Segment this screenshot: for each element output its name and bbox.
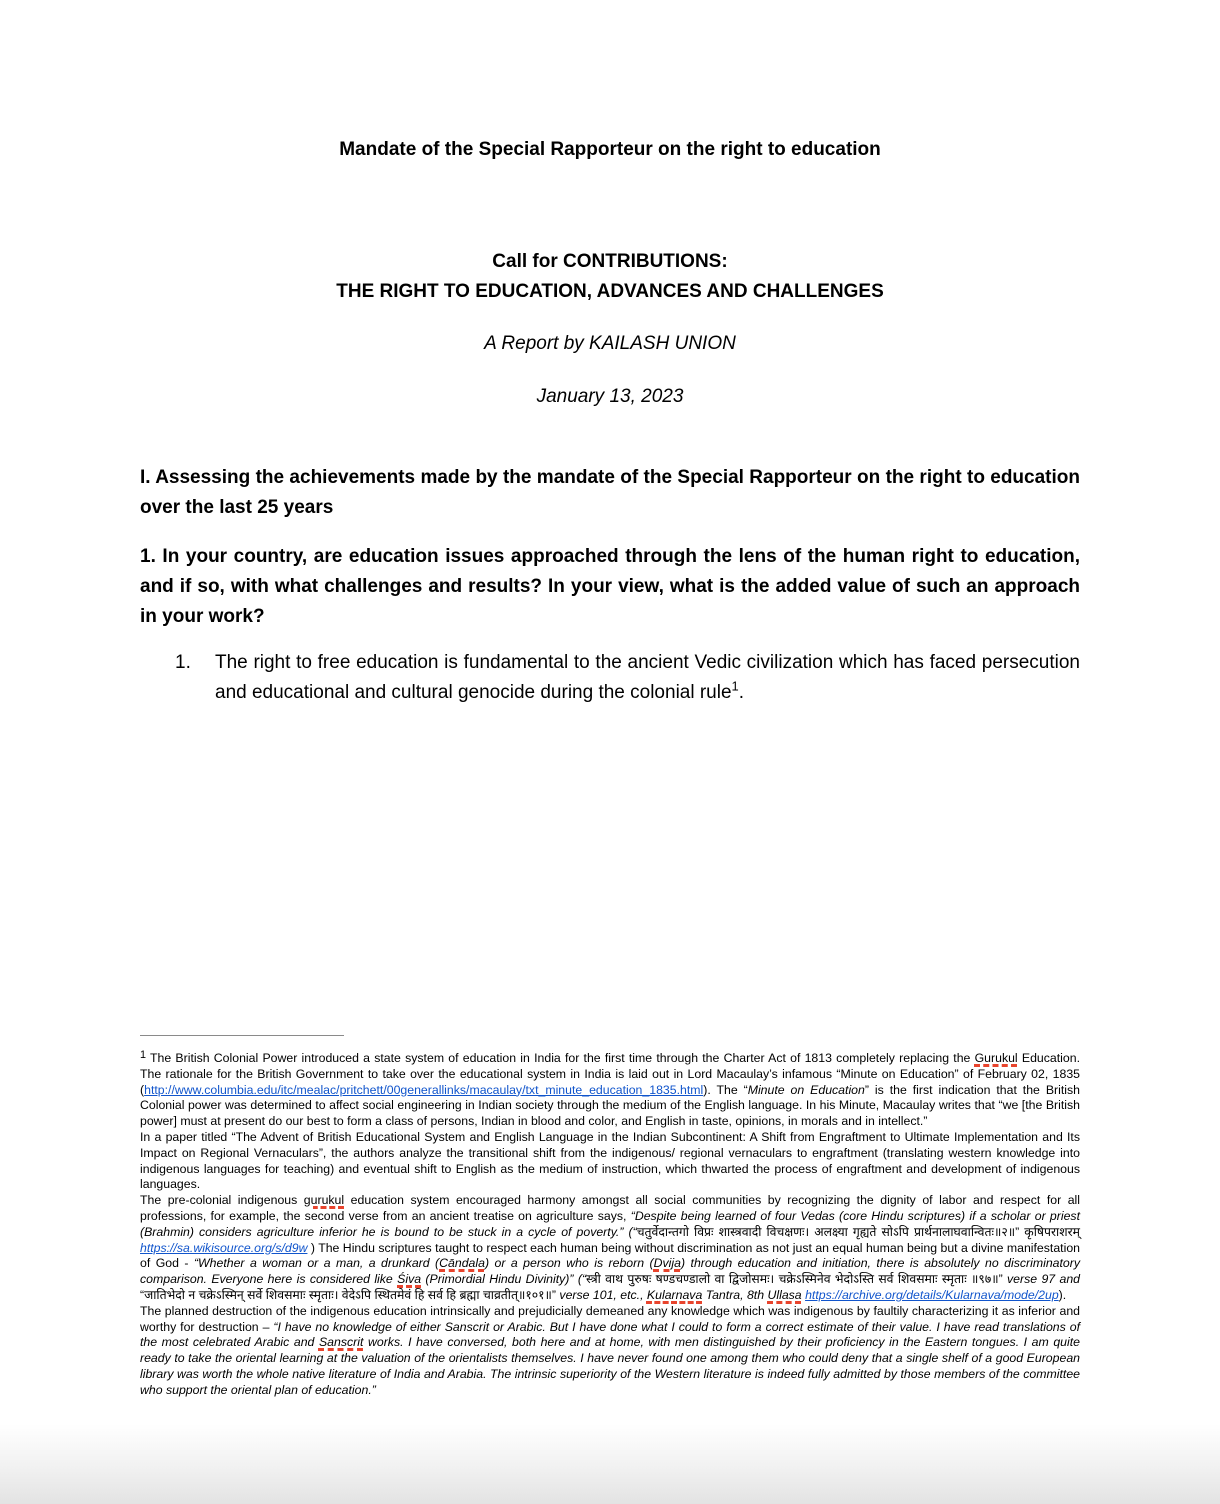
list-item-number: 1. xyxy=(175,652,191,673)
text-segment: Tantra, 8th xyxy=(702,1287,768,1302)
text-segment: स्त्री वाथ पुरुषः षण्डचण्डालो वा द्विजोसमः। चक्रेऽस्मिनेव भेदोऽस्ति सर्व शिवसमाः स्मृताः ॥९७॥” xyxy=(586,1272,1008,1287)
misspelled-word: Kularnava xyxy=(646,1287,703,1302)
footnote-paragraph-4 xyxy=(140,1304,1080,1399)
section-heading: I. Assessing the achievements made by the mandate of the Special Rapporteur on the right to education over the last 25 years xyxy=(140,467,1080,518)
misspelled-word: Cāndala xyxy=(439,1256,485,1271)
misspelled-word: Śiva xyxy=(397,1272,422,1287)
text-segment: The right to free education is fundamental to the ancient Vedic civilization which has faced persecution and educational and cultural genocide during the colonial rule xyxy=(215,652,1080,703)
text-segment: “Despite being learned of four Vedas (core Hindu scriptures) if a scholar or priest (Brahmin) considers agriculture inferior he is bound to be stuck in a cycle of poverty.” (“ xyxy=(140,1208,1080,1239)
text-segment: works. I have conversed, both here and at home, with men distinguished by their proficiency in the Eastern tongues. I am quite ready to take the oriental learning at the valuation of the orientalists themselves. I have never found one among them who could deny that a single shelf of a good European library was worth the whole native literature of India and Arabia. The intrinsic superiority of the Western literature is indeed fully admitted by those members of the committee who support the oriental plan of education.” xyxy=(140,1335,1081,1397)
misspelled-word: Gurukul xyxy=(974,1051,1018,1065)
text-segment: The planned destruction of the indigenous education intrinsically and prejudicially demeaned any knowledge which was indigenous by faultily characterizing it as inferior and worthy for destruction – xyxy=(140,1303,1080,1334)
call-heading-line-1: Call for CONTRIBUTIONS: xyxy=(492,251,728,272)
text-segment: education system encouraged harmony amongst all social communities by recognizing the dignity of labor and respect for all professions, for example, the second verse from an ancient treatise on agriculture says, xyxy=(140,1193,1081,1223)
question-1: 1. In your country, are education issues approached through the lens of the human right to education, and if so, with what challenges and results? In your view, what is the added value of such an approach in your work? xyxy=(140,546,1080,627)
archive-kularnava-link[interactable]: https://archive.org/details/Kularnava/mode/2up xyxy=(805,1287,1059,1302)
text-segment: ) through education and initiation, there is absolutely no discriminatory comparison. Everyone here is considered like xyxy=(140,1256,1080,1287)
footnote-paragraph-3 xyxy=(140,1193,1080,1304)
wikisource-link[interactable]: https://sa.wikisource.org/s/d9w xyxy=(140,1240,308,1255)
text-segment: “Whether a woman or a man, a drunkard ( xyxy=(193,1256,440,1271)
columbia-minute-link[interactable]: http://www.columbia.edu/itc/mealac/pritchett/00generallinks/macaulay/txt_minute_education_1835.html xyxy=(144,1082,704,1097)
text-segment: The pre-colonial indigenous xyxy=(140,1193,304,1208)
footnote-divider xyxy=(140,1035,344,1036)
misspelled-word: gurukul xyxy=(303,1193,345,1208)
text-segment: ) The Hindu scriptures taught to respect each human being without discrimination as not just an equal human being but a divine manifestation of God - xyxy=(140,1240,1080,1271)
list-item-text xyxy=(215,652,1080,703)
text-segment: “I have no knowledge of either Sanscrit or Arabic. But I have done what I could to form a correct estimate of their value. I have read translations of the most celebrated Arabic and xyxy=(140,1319,1080,1350)
footnote-ref-1: 1 xyxy=(731,678,739,694)
text-segment: In a paper titled “The Advent of British Educational System and English Language in the Indian Subcontinent: A Shift from Engraftment to Ultimate Implementation and Its Impact on Regional Vernaculars”, the authors analyze the transitional shift from the indigenous/ regional vernaculars to engraftment (translating western knowledge into indigenous languages for teaching) and eventual shift to English as the medium of instruction, which thwarted the process of engraftment and development of indigenous languages. xyxy=(140,1129,1080,1192)
footnote-paragraph-1 xyxy=(140,1051,1080,1130)
list-item-1 xyxy=(140,648,1080,708)
call-heading-line-2: THE RIGHT TO EDUCATION, ADVANCES AND CHALLENGES xyxy=(336,281,884,302)
text-segment: चतुर्वेदान्तगो विप्रः शास्त्रवादी विचक्षणः। अलक्ष्या गृह्यते सोऽपि प्रार्थनालाघवान्वितः॥२॥” कृषिपराशरम् xyxy=(636,1224,1080,1239)
text-segment: . xyxy=(738,682,745,703)
footnote-paragraph-2 xyxy=(140,1130,1080,1193)
misspelled-word: Sanscrit xyxy=(318,1335,364,1350)
text-segment: ) or a person who is reborn ( xyxy=(484,1256,654,1271)
text-segment: Minute on Education xyxy=(747,1082,865,1097)
misspelled-word: Ullasa xyxy=(767,1287,802,1302)
text-segment: “जातिभेदो न चक्रेऽस्मिन् सर्वे शिवसमाः स्मृताः। वेदेऽपि स्थितमेवं हि सर्व हि ब्रह्मा चाव्रतीत्॥१०१॥” xyxy=(140,1287,560,1302)
text-segment: Education. The rationale for the British Government to take over the educational system in India is laid out in Lord Macaulay’s infamous “Minute on Education” of February 02, 1835 ( xyxy=(140,1051,1081,1097)
text-segment: ). The “ xyxy=(703,1082,748,1097)
footnote xyxy=(140,1035,1080,1399)
text-segment: ). xyxy=(1058,1287,1067,1302)
footnote-marker-1: 1 xyxy=(140,1049,147,1061)
report-date: January 13, 2023 xyxy=(536,386,684,407)
text-segment: (Primordial Hindu Divinity)” (“ xyxy=(421,1272,587,1287)
text-segment: verse 101, etc., xyxy=(559,1287,647,1302)
text-segment: verse 97 and xyxy=(1007,1272,1080,1287)
text-segment: The British Colonial Power introduced a state system of education in India for the first time through the Charter Act of 1813 completely replacing the xyxy=(146,1051,975,1065)
call-for-contributions-heading xyxy=(140,247,1080,307)
misspelled-word: Dvija xyxy=(653,1256,681,1271)
page-bottom-shadow xyxy=(0,1424,1220,1504)
document-content xyxy=(0,0,1220,708)
document-title: Mandate of the Special Rapporteur on the right to education xyxy=(339,139,881,160)
text-segment: ” is the first indication that the British Colonial power was determined to affect social engineering in Indian society through the medium of the English language. In his Minute, Macaulay writes that “we [the British power] must at present do our best to form a class of persons, Indian in blood and color, and English in taste, opinions, in morals and in intellect.” xyxy=(140,1082,1080,1129)
report-author-line: A Report by KAILASH UNION xyxy=(484,333,736,354)
